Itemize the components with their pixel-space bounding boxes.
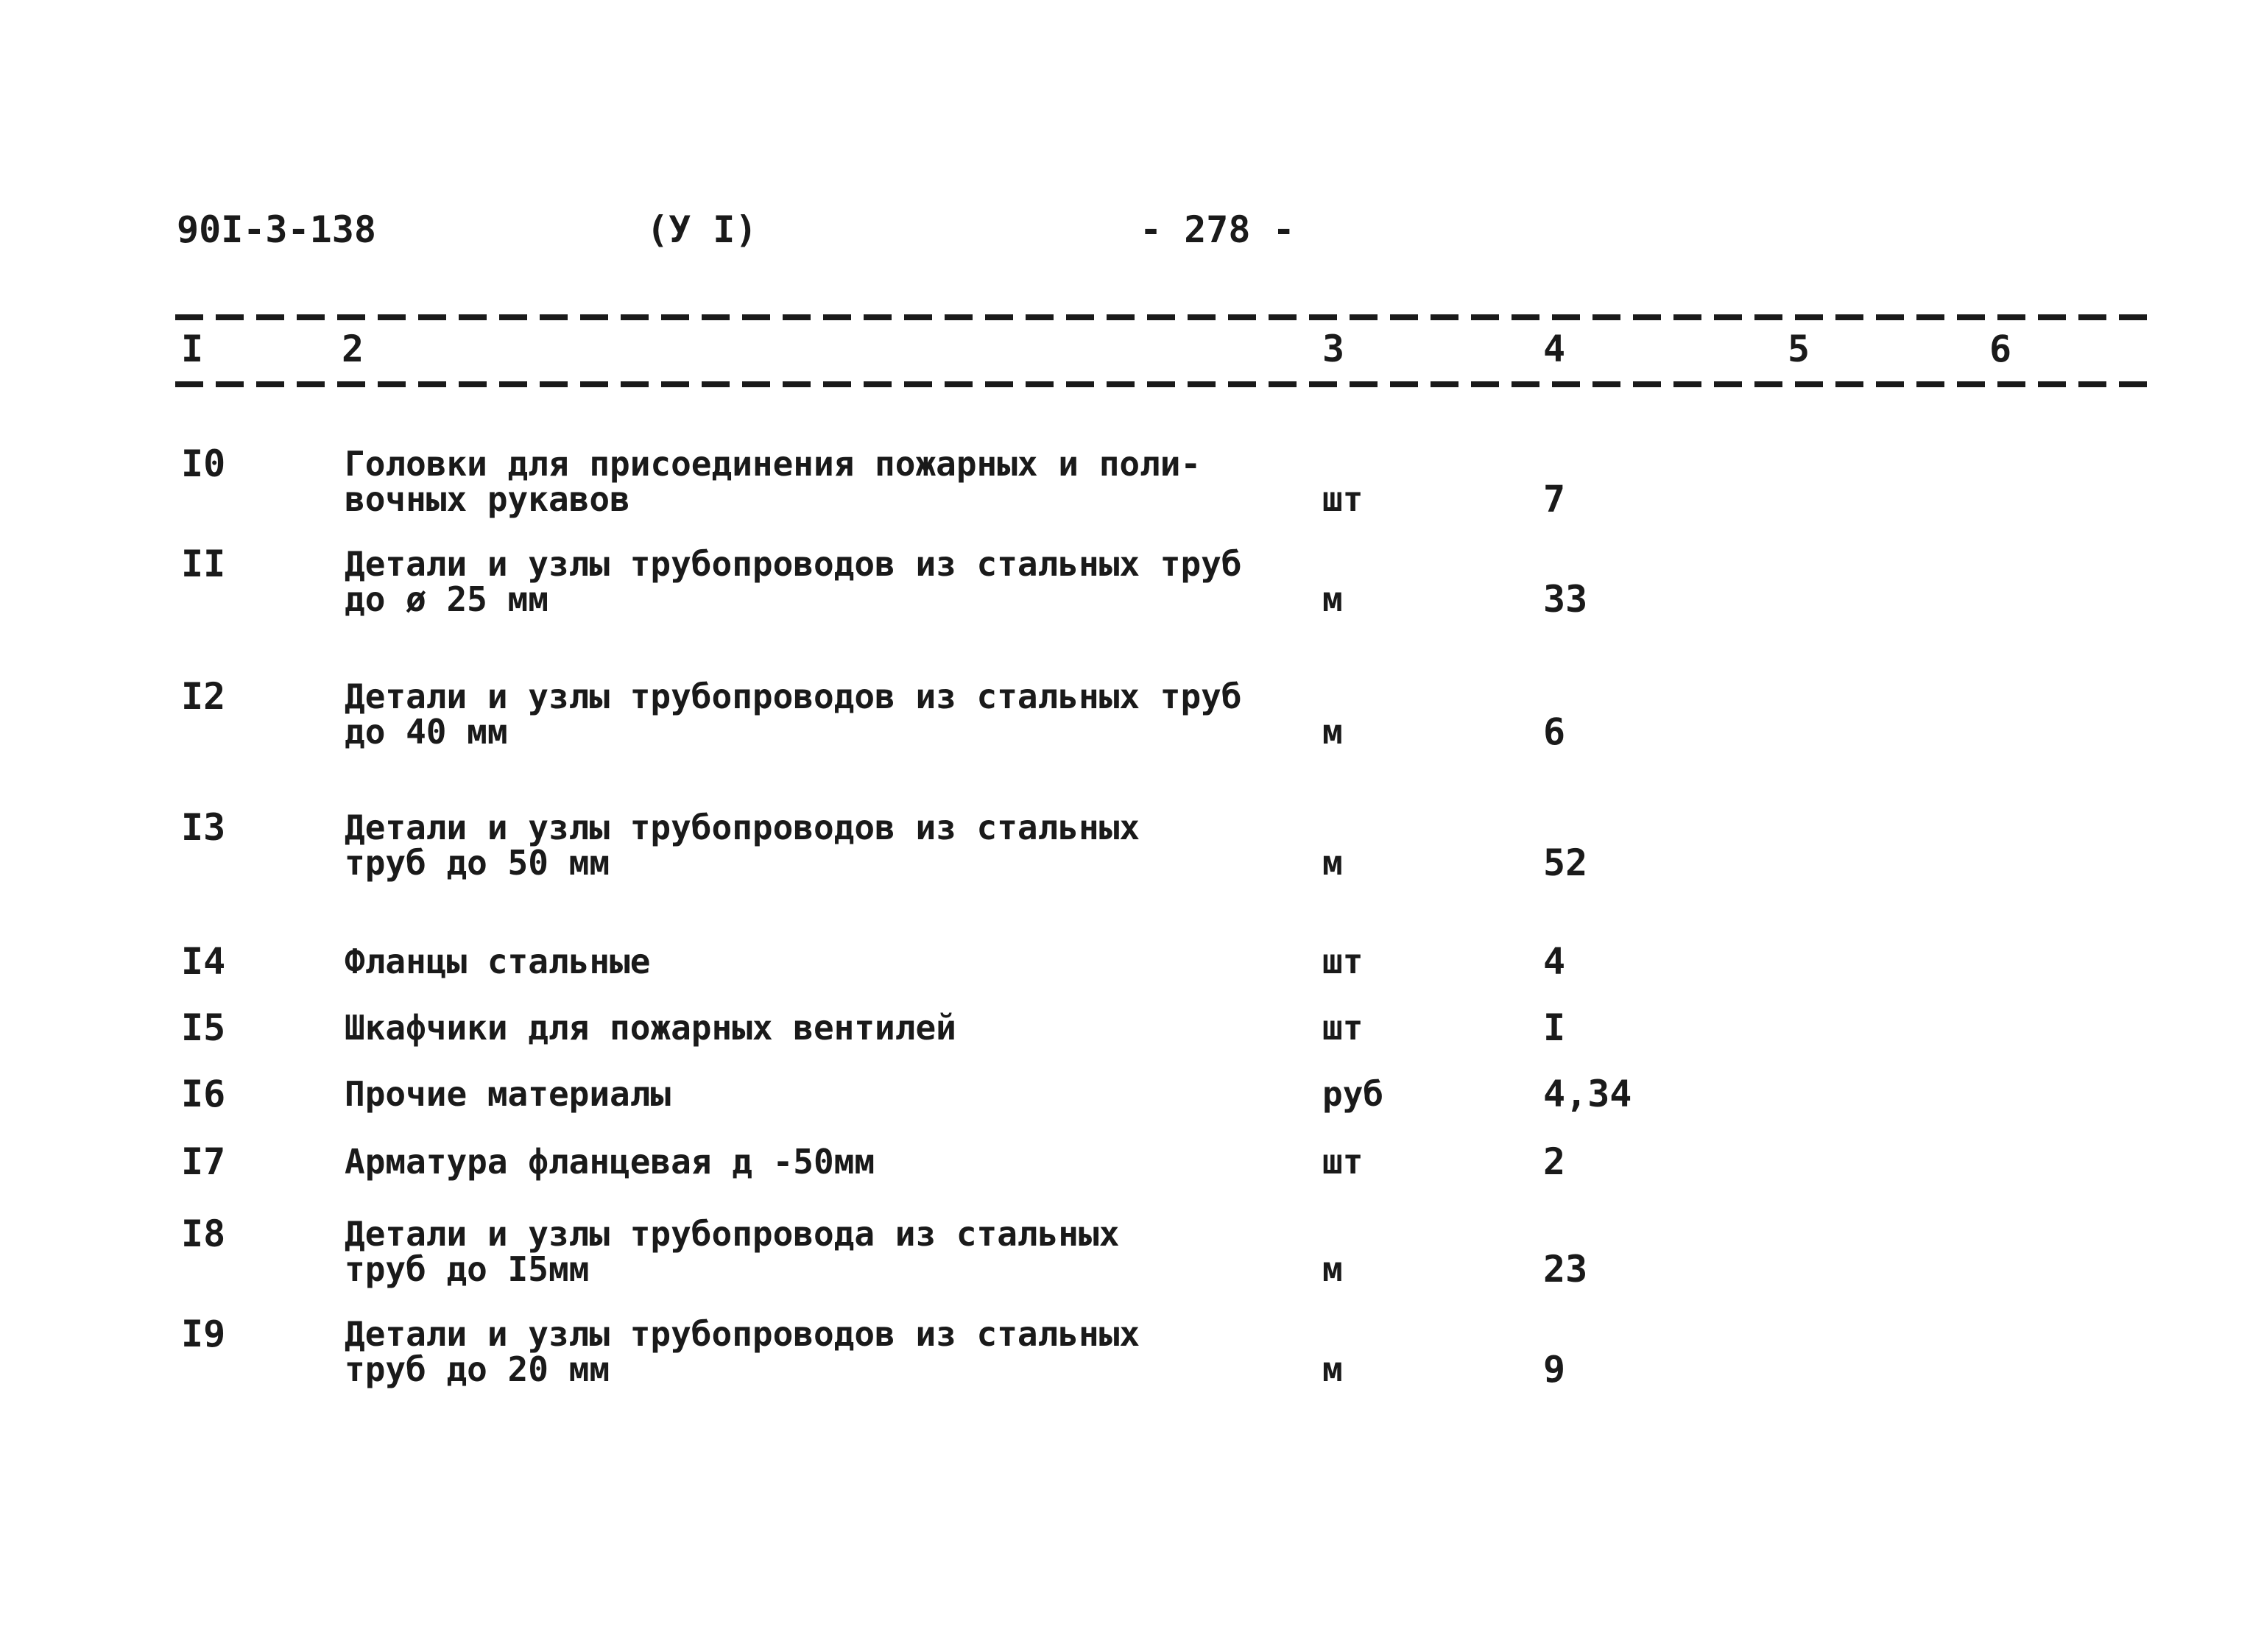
row-number: I8 [181,1212,226,1255]
item-name-line-1: Детали и узлы трубопровода из стальных [345,1214,1120,1254]
column-number-5: 5 [1788,328,1810,370]
item-name-line-1: Детали и узлы трубопроводов из стальных [345,808,1140,847]
item-name-line-2: труб до I5мм [345,1249,590,1289]
column-number-4: 4 [1543,328,1566,370]
table-header-divider [175,381,2157,387]
item-name-line-1: Детали и узлы трубопроводов из стальных труб [345,544,1242,584]
item-quantity: 33 [1543,578,1588,621]
item-quantity: I [1543,1006,1566,1049]
row-number: I4 [181,940,226,983]
row-number: I0 [181,442,226,485]
row-number: I6 [181,1073,226,1115]
item-unit: шт [1322,1142,1364,1182]
item-quantity: 9 [1543,1348,1566,1391]
item-name-line-2: до ø 25 мм [345,579,549,619]
item-quantity: 23 [1543,1248,1588,1291]
column-number-3: 3 [1322,328,1345,370]
item-unit: шт [1322,942,1364,981]
item-unit: м [1322,712,1343,752]
column-number-1: I [181,328,204,370]
item-name-line-2: до 40 мм [345,712,508,752]
item-unit: руб [1322,1074,1384,1114]
item-quantity: 7 [1543,478,1566,520]
row-number: I9 [181,1313,226,1355]
item-name: Прочие материалы [345,1074,671,1114]
item-unit: шт [1322,1008,1364,1048]
item-name: Арматура фланцевая д -50мм [345,1142,875,1182]
item-name-line-2: вочных рукавов [345,479,630,519]
row-number: I7 [181,1140,226,1183]
item-unit: шт [1322,479,1364,519]
item-name: Шкафчики для пожарных вентилей [345,1008,956,1048]
table-top-divider [175,314,2157,320]
item-quantity: 4,34 [1543,1073,1632,1115]
column-number-6: 6 [1989,328,2012,370]
column-number-2: 2 [342,328,364,370]
row-number: II [181,543,226,585]
row-number: I5 [181,1006,226,1049]
item-unit: м [1322,579,1343,619]
page-number: - 278 - [1140,208,1295,251]
item-unit: м [1322,1349,1343,1389]
document-code: 90I-3-138 [177,208,376,251]
item-name-line-1: Головки для присоединения пожарных и поли- [345,444,1202,484]
item-name-line-1: Детали и узлы трубопроводов из стальных труб [345,677,1242,716]
item-name-line-2: труб до 20 мм [345,1349,610,1389]
item-quantity: 2 [1543,1140,1566,1183]
item-quantity: 6 [1543,710,1566,753]
item-unit: м [1322,1249,1343,1289]
document-section: (У I) [646,208,758,251]
row-number: I3 [181,806,226,849]
item-name: Фланцы стальные [345,942,651,981]
row-number: I2 [181,675,226,718]
item-name-line-1: Детали и узлы трубопроводов из стальных [345,1314,1140,1354]
item-unit: м [1322,843,1343,883]
item-name-line-2: труб до 50 мм [345,843,610,883]
item-quantity: 52 [1543,841,1588,884]
item-quantity: 4 [1543,940,1566,983]
